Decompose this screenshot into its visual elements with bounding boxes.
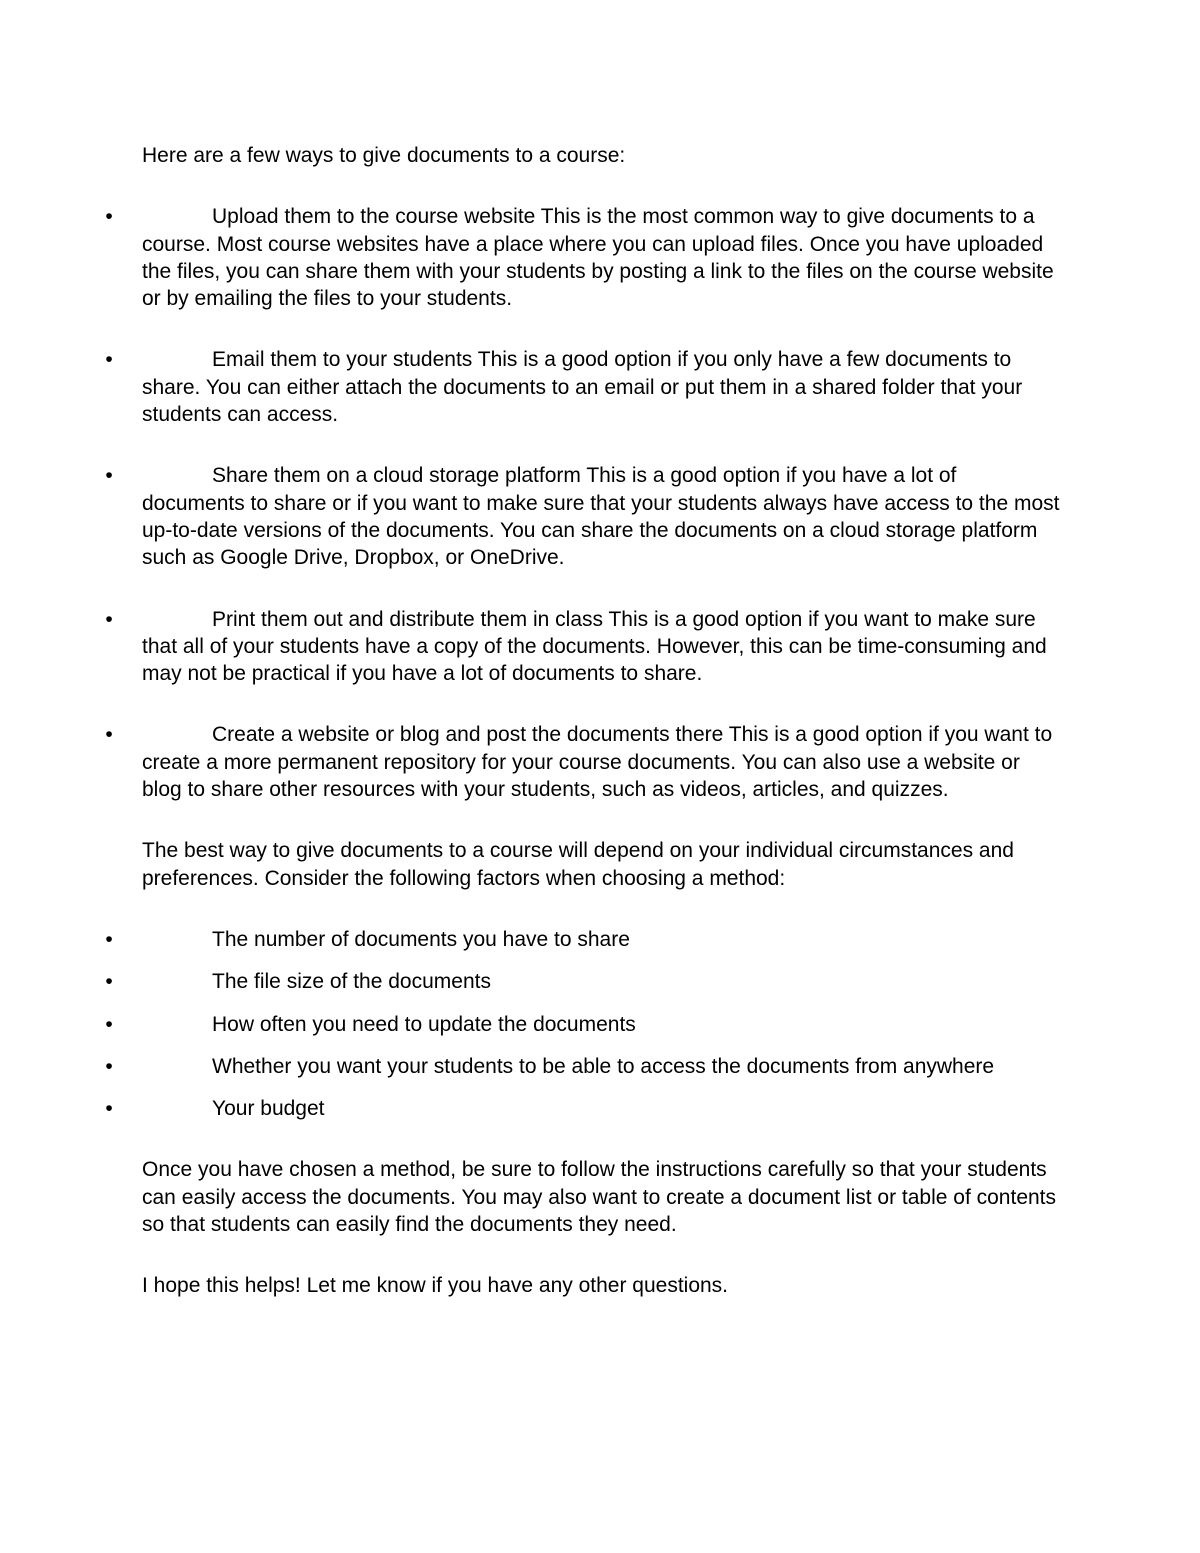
bullet-icon: •: [105, 970, 113, 994]
bullet-icon: •: [105, 1097, 113, 1121]
methods-list: [105, 203, 1062, 803]
list-item-text: Share them on a cloud storage platform This is a good option if you have a lot of documents to share or if you want to make sure that your students always have access to the most up-to-date versions of the documents. You can share the documents on a cloud storage platform such as Google Drive, Dropbox, or OneDrive.: [142, 464, 1060, 570]
list-item: [105, 203, 1062, 312]
list-item: [105, 606, 1062, 688]
list-item: [105, 1095, 1062, 1122]
list-item-text: Upload them to the course website This is the most common way to give documents to a course. Most course websites have a place where you can upload files. Once you have uploaded the files, you can share them with your students by posting a link to the files on the course website or by emailing the files to your students.: [142, 205, 1054, 311]
list-item: [105, 721, 1062, 803]
factors-list: [105, 926, 1062, 1122]
list-item-text: Create a website or blog and post the documents there This is a good option if you want to create a more permanent repository for your course documents. You can also use a website or blog to share other resources with your students, such as videos, articles, and quizzes.: [142, 723, 1053, 802]
list-item: [105, 346, 1062, 428]
list-item: [105, 968, 1062, 995]
list-item-text: Whether you want your students to be able to access the documents from anywhere: [212, 1054, 995, 1078]
list-item-text: Print them out and distribute them in class This is a good option if you want to make sure that all of your students have a copy of the documents. However, this can be time-consuming and may not be practical if you have a lot of documents to share.: [142, 607, 1047, 686]
list-item: [105, 1011, 1062, 1038]
list-item-text: Email them to your students This is a good option if you only have a few documents to share. You can either attach the documents to an email or put them in a shared folder that your students can access.: [142, 348, 1023, 427]
signoff-paragraph: I hope this helps! Let me know if you have any other questions.: [142, 1274, 729, 1298]
list-item: [105, 926, 1062, 953]
bullet-icon: •: [105, 723, 113, 747]
bullet-icon: •: [105, 927, 113, 951]
bullet-icon: •: [105, 205, 113, 229]
bullet-icon: •: [105, 464, 113, 488]
list-item-text: How often you need to update the documents: [212, 1012, 636, 1036]
list-item-text: The file size of the documents: [212, 970, 491, 994]
list-item-text: The number of documents you have to share: [212, 927, 630, 951]
bullet-icon: •: [105, 348, 113, 372]
bullet-icon: •: [105, 1054, 113, 1078]
closing-paragraph: Once you have chosen a method, be sure to follow the instructions carefully so that your students can easily access the documents. You may also want to create a document list or table of contents so that students can easily find the documents they need.: [142, 1158, 1057, 1237]
list-item-text: Your budget: [212, 1097, 325, 1121]
list-item: [105, 462, 1062, 571]
bullet-icon: •: [105, 607, 113, 631]
document-body: [105, 142, 1062, 1334]
list-item: [105, 1053, 1062, 1080]
intro-paragraph: Here are a few ways to give documents to a course:: [142, 144, 626, 167]
bullet-icon: •: [105, 1012, 113, 1036]
factors-intro-paragraph: The best way to give documents to a course will depend on your individual circumstances and preferences. Consider the following factors when choosing a method:: [142, 839, 1014, 890]
